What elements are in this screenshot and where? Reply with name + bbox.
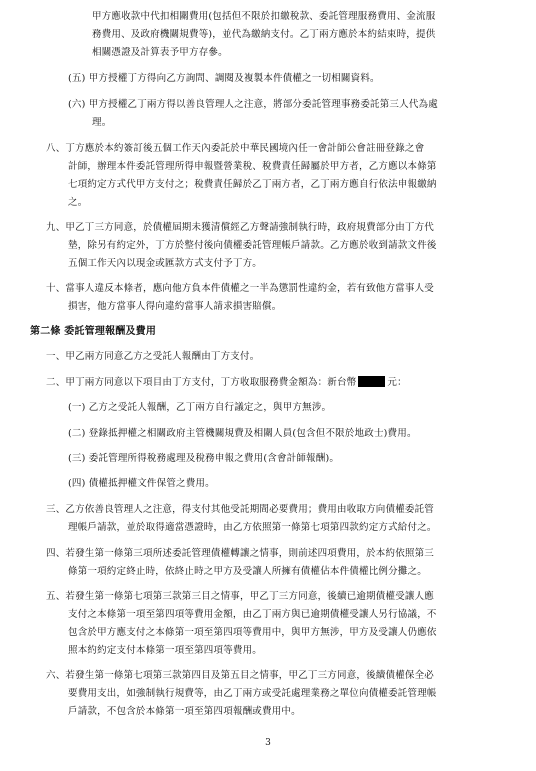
item-2-suffix: 元： [387, 377, 407, 388]
paragraph-line: 七項約定方式代甲方支付之；稅費責任歸於乙丁兩方者，乙丁兩方應自行依法申報繳納 [68, 179, 437, 190]
item-6: 六、若發生第一條第七項第三款第四目及第五目之情事，甲乙丁三方同意，後續債權保全必 [46, 670, 435, 681]
paragraph-line: 之。 [68, 197, 88, 208]
paragraph-line: 要費用支出，如強制執行規費等，由乙丁兩方或受託處理業務之單位向債權委託管理帳 [68, 688, 437, 699]
paragraph-line: 理。 [92, 117, 112, 128]
paragraph-line: 務費用、及政府機關規費等)，並代為繳納支付。乙丁兩方應於本約結束時，提供 [92, 29, 436, 40]
paragraph-line: 包含於甲方應支付之本條第一項至第四項等費用中，與甲方無涉，甲方及受讓人仍應依 [68, 627, 437, 638]
paragraph-line: 相關憑證及計算表予甲方存參。 [92, 47, 228, 58]
subitem-3: (三) 委託管理所得稅務處理及稅務申報之費用(含會計師報酬)。 [68, 453, 340, 464]
item-2 [46, 376, 407, 389]
redacted-amount [358, 376, 385, 387]
item-8: 八、丁方應於本約簽訂後五個工作天內委託於中華民國境內任一會計師公會註冊登錄之會 [46, 143, 425, 154]
paragraph-line: 墊，除另有約定外，丁方於整付後向債權委託管理帳戶請款。乙方應於收到請款文件後 [68, 240, 437, 251]
item-9: 九、甲乙丁三方同意，於債權屆期未獲清償經乙方聲請強制執行時，政府規費部分由丁方代 [46, 222, 435, 233]
item-4: 四、若發生第一條第三項所述委託管理債權轉讓之情事，則前述四項費用，於本約依照第三 [46, 548, 435, 559]
item-3: 三、乙方依善良管理人之注意，得支付其他受託期間必要費用；費用由收取方向債權委託管 [46, 504, 435, 515]
item-2-text: 二、甲丁兩方同意以下項目由丁方支付，丁方收取服務費金額為：新台幣 [46, 377, 357, 388]
paragraph-line: 五個工作天內以現金或匯款方式支付予丁方。 [68, 258, 263, 269]
subitem-1: (一) 乙方之受託人報酬，乙丁兩方自行議定之，與甲方無涉。 [68, 402, 332, 413]
subitem-4: (四) 債權抵押權文件保管之費用。 [68, 478, 215, 489]
paragraph-line: 照本約約定支付本條第一項至第四項等費用。 [68, 645, 263, 656]
subitem-6: (六) 甲方授權乙丁兩方得以善良管理人之注意，將部分委託管理事務委託第三人代為處 [68, 99, 438, 110]
section-heading: 第二條 委託管理報酬及費用 [30, 326, 157, 337]
paragraph-line: 甲方應收款中代扣相關費用(包括但不限於扣繳稅款、委託管理服務費用、金流服 [92, 11, 436, 22]
subitem-5: (五) 甲方授權丁方得向乙方詢問、調閱及複製本件債權之一切相關資料。 [68, 73, 380, 84]
item-5: 五、若發生第一條第七項第三款第三目之情事，甲乙丁三方同意，後續已逾期債權受讓人應 [46, 591, 435, 602]
item-1: 一、甲乙兩方同意乙方之受託人報酬由丁方支付。 [46, 351, 260, 362]
page-number: 3 [265, 738, 271, 748]
paragraph-line: 損害，他方當事人得向違約當事人請求損害賠償。 [68, 301, 282, 312]
paragraph-line: 計師，辦理本件委託管理所得申報暨營業稅、稅費責任歸屬於甲方者，乙方應以本條第 [68, 161, 437, 172]
paragraph-line: 支付之本條第一項至第四項等費用金額，由乙丁兩方與已逾期債權受讓人另行協議，不 [68, 609, 437, 620]
paragraph-line: 條第一項約定終止時，依終止時之甲方及受讓人所擁有債權佔本件債權比例分攤之。 [68, 566, 427, 577]
paragraph-line: 理帳戶請款，並於取得適當憑證時，由乙方依照第一條第七項第四款約定方式給付之。 [68, 522, 437, 533]
subitem-2: (二) 登錄抵押權之相關政府主管機關規費及相關人員(包含但不限於地政士)費用。 [68, 428, 417, 439]
item-10: 十、當事人違反本條者，應向他方負本件債權之一半為懲罰性違約金，若有致他方當事人受 [46, 283, 435, 294]
paragraph-line: 戶請款，不包含於本條第一項至第四項報酬或費用中。 [68, 706, 301, 717]
